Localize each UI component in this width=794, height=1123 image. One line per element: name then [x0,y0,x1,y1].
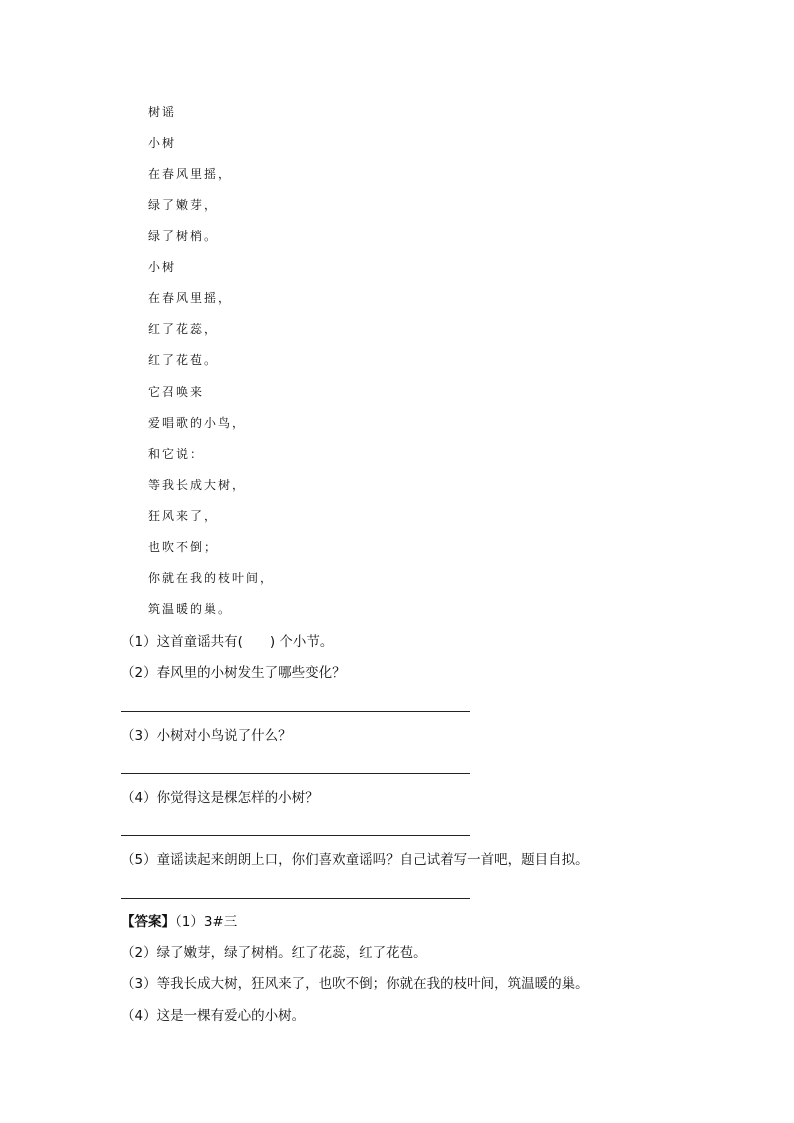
question-3: （3）小树对小鸟说了什么？ [121,728,292,744]
poem-line: 绿了嫩芽， [148,198,219,212]
answer-2: （2）绿了嫩芽，绿了树梢。红了花蕊，红了花苞。 [121,945,427,961]
answer-line [121,835,470,836]
poem-line: 在春风里摇， [148,291,233,305]
question-1: （1）这首童谣共有( ) 个小节。 [121,634,334,650]
poem-line: 筑温暖的巢。 [148,602,233,616]
poem-title: 树谣 [148,105,177,119]
answer-line [121,898,470,899]
poem-line: 绿了树梢。 [148,229,219,243]
answer-label: 【答案】 [121,914,175,930]
answer-line [121,773,470,774]
answer-line [121,711,470,712]
poem-line: 红了花苞。 [148,353,219,367]
poem-line: 你就在我的枝叶间， [148,571,275,585]
poem-line: 它召唤来 [148,385,205,399]
poem-line: 小树 [148,260,177,274]
question-2: （2）春风里的小树发生了哪些变化？ [121,665,346,681]
poem-line: 红了花蕊， [148,322,219,336]
poem-line: 爱唱歌的小鸟， [148,416,247,430]
question-5: （5）童谣读起来朗朗上口，你们喜欢童谣吗？自己试着写一首吧，题目自拟。 [121,852,589,868]
question-4: （4）你觉得这是棵怎样的小树？ [121,790,319,806]
poem-line: 在春风里摇， [148,167,233,181]
answer-1: （1）3#三 [175,914,238,930]
poem-line: 小树 [148,136,177,150]
answer-heading [121,913,237,931]
poem-line: 和它说： [148,447,205,461]
answer-3: （3）等我长成大树，狂风来了，也吹不倒；你就在我的枝叶间，筑温暖的巢。 [121,976,589,992]
poem-line: 等我长成大树， [148,478,247,492]
poem-line: 也吹不倒； [148,540,219,554]
answer-4: （4）这是一棵有爱心的小树。 [121,1008,306,1024]
poem-line: 狂风来了， [148,509,219,523]
